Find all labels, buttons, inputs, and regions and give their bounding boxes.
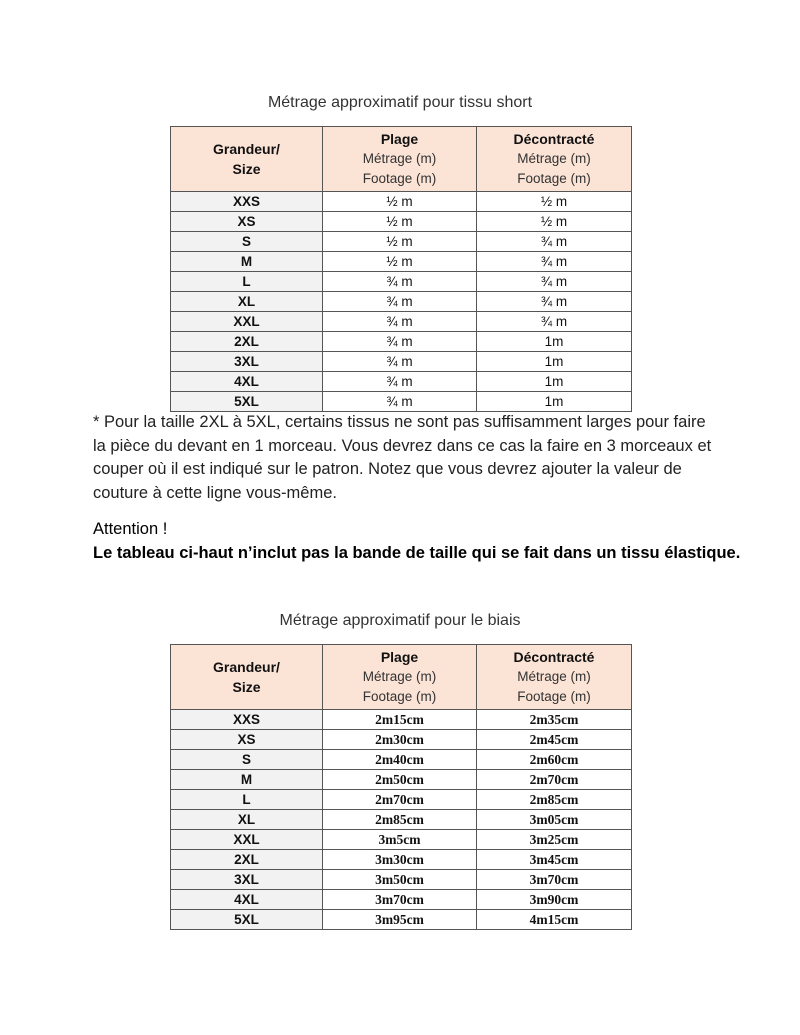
table-row	[171, 312, 632, 332]
plage-cell: ¾ m	[323, 372, 477, 392]
table-row	[171, 192, 632, 212]
decontracte-cell: 2m45cm	[477, 730, 632, 750]
table-row	[171, 252, 632, 272]
table-row	[171, 292, 632, 312]
attention-title: Attention !	[93, 520, 168, 538]
table-row	[171, 232, 632, 252]
size-cell: XL	[171, 810, 323, 830]
size-cell: XS	[171, 212, 323, 232]
plage-header-unit-ft: Footage (m)	[362, 171, 437, 186]
table-row	[171, 850, 632, 870]
plage-header-unit-m: Métrage (m)	[362, 669, 437, 684]
size-cell: 5XL	[171, 910, 323, 930]
table-header-row	[171, 645, 632, 710]
decontracte-cell: 4m15cm	[477, 910, 632, 930]
plage-cell: 2m70cm	[323, 790, 477, 810]
decontracte-cell: 2m70cm	[477, 770, 632, 790]
decontracte-cell: ¾ m	[477, 272, 632, 292]
table-row	[171, 332, 632, 352]
decontracte-cell: ¾ m	[477, 252, 632, 272]
size-cell: XXL	[171, 312, 323, 332]
size-cell: 4XL	[171, 372, 323, 392]
plage-header-title: Plage	[380, 131, 419, 147]
decontracte-header-unit-m: Métrage (m)	[517, 669, 591, 684]
size-cell: M	[171, 252, 323, 272]
note-paragraph: * Pour la taille 2XL à 5XL, certains tissus ne sont pas suffisamment larges pour faire la pièce du devant en 1 morceau. Vous devrez dans ce cas la faire en 3 morceaux et couper où il est indiqué sur le patron. Notez que vous devrez ajouter la valeur de couture à cette ligne vous-même.	[93, 413, 712, 502]
size-cell: XS	[171, 730, 323, 750]
decontracte-cell: 1m	[477, 352, 632, 372]
decontracte-cell: ¾ m	[477, 232, 632, 252]
decontracte-header-unit-m: Métrage (m)	[517, 151, 591, 166]
size-cell: S	[171, 232, 323, 252]
table-row	[171, 392, 632, 412]
decontracte-cell: 2m85cm	[477, 790, 632, 810]
plage-cell: 3m70cm	[323, 890, 477, 910]
decontracte-cell: 3m90cm	[477, 890, 632, 910]
table-row	[171, 710, 632, 730]
decontracte-header-unit-ft: Footage (m)	[517, 689, 591, 704]
fabric-table-body	[171, 192, 632, 412]
size-cell: XL	[171, 292, 323, 312]
plage-header-unit-ft: Footage (m)	[362, 689, 437, 704]
plage-cell: 2m40cm	[323, 750, 477, 770]
bias-table-body	[171, 710, 632, 930]
decontracte-cell: 2m60cm	[477, 750, 632, 770]
size-cell: L	[171, 272, 323, 292]
size-cell: L	[171, 790, 323, 810]
table-row	[171, 770, 632, 790]
table-row	[171, 830, 632, 850]
size-cell: 3XL	[171, 352, 323, 372]
plage-cell: ½ m	[323, 252, 477, 272]
plage-cell: 3m30cm	[323, 850, 477, 870]
plage-cell: 3m50cm	[323, 870, 477, 890]
size-cell: 2XL	[171, 332, 323, 352]
plage-header-unit-m: Métrage (m)	[362, 151, 437, 166]
plage-cell: ¾ m	[323, 332, 477, 352]
size-header-line2: Size	[232, 679, 261, 695]
size-header	[171, 127, 323, 192]
size-cell: XXL	[171, 830, 323, 850]
bias-table	[170, 644, 632, 930]
plage-cell: ½ m	[323, 232, 477, 252]
decontracte-cell: ½ m	[477, 212, 632, 232]
decontracte-header	[477, 127, 632, 192]
size-cell: S	[171, 750, 323, 770]
decontracte-header-title: Décontracté	[513, 131, 595, 147]
decontracte-cell: 3m45cm	[477, 850, 632, 870]
decontracte-header	[477, 645, 632, 710]
decontracte-cell: 3m25cm	[477, 830, 632, 850]
table-row	[171, 790, 632, 810]
plage-cell: 2m50cm	[323, 770, 477, 790]
plage-cell: ¾ m	[323, 272, 477, 292]
attention-block	[93, 518, 753, 565]
size-cell: M	[171, 770, 323, 790]
attention-text: Le tableau ci-haut n’inclut pas la bande de taille qui se fait dans un tissu élastique.	[93, 543, 741, 562]
size-cell: XXS	[171, 710, 323, 730]
table-row	[171, 212, 632, 232]
fabric-table	[170, 126, 632, 412]
decontracte-header-unit-ft: Footage (m)	[517, 171, 591, 186]
table-row	[171, 750, 632, 770]
decontracte-cell: 1m	[477, 332, 632, 352]
size-header	[171, 645, 323, 710]
plage-header	[323, 127, 477, 192]
size-cell: 2XL	[171, 850, 323, 870]
table-row	[171, 890, 632, 910]
decontracte-cell: 1m	[477, 372, 632, 392]
table-row	[171, 272, 632, 292]
plage-cell: ½ m	[323, 212, 477, 232]
size-cell: 3XL	[171, 870, 323, 890]
plage-cell: ¾ m	[323, 352, 477, 372]
decontracte-cell: 3m05cm	[477, 810, 632, 830]
plage-cell: 3m95cm	[323, 910, 477, 930]
size-cell: XXS	[171, 192, 323, 212]
plage-cell: 3m5cm	[323, 830, 477, 850]
plage-cell: 2m85cm	[323, 810, 477, 830]
table1-caption: Métrage approximatif pour tissu short	[267, 94, 533, 111]
table-row	[171, 372, 632, 392]
table-row	[171, 910, 632, 930]
table-row	[171, 810, 632, 830]
plage-cell: 2m30cm	[323, 730, 477, 750]
plage-header-title: Plage	[380, 649, 419, 665]
size-header-line2: Size	[232, 161, 261, 177]
plage-cell: ¾ m	[323, 292, 477, 312]
table-row	[171, 870, 632, 890]
plage-cell: 2m15cm	[323, 710, 477, 730]
table2-caption: Métrage approximatif pour le biais	[279, 612, 521, 629]
decontracte-header-title: Décontracté	[513, 649, 595, 665]
table-row	[171, 730, 632, 750]
size-cell: 5XL	[171, 392, 323, 412]
decontracte-cell: ¾ m	[477, 292, 632, 312]
decontracte-cell: 2m35cm	[477, 710, 632, 730]
plage-cell: ¾ m	[323, 392, 477, 412]
size-header-line1: Grandeur/	[213, 141, 280, 157]
size-header-line1: Grandeur/	[213, 659, 280, 675]
plage-cell: ¾ m	[323, 312, 477, 332]
table-row	[171, 352, 632, 372]
table-header-row	[171, 127, 632, 192]
decontracte-cell: 1m	[477, 392, 632, 412]
size-cell: 4XL	[171, 890, 323, 910]
decontracte-cell: 3m70cm	[477, 870, 632, 890]
plage-header	[323, 645, 477, 710]
plage-cell: ½ m	[323, 192, 477, 212]
decontracte-cell: ¾ m	[477, 312, 632, 332]
decontracte-cell: ½ m	[477, 192, 632, 212]
